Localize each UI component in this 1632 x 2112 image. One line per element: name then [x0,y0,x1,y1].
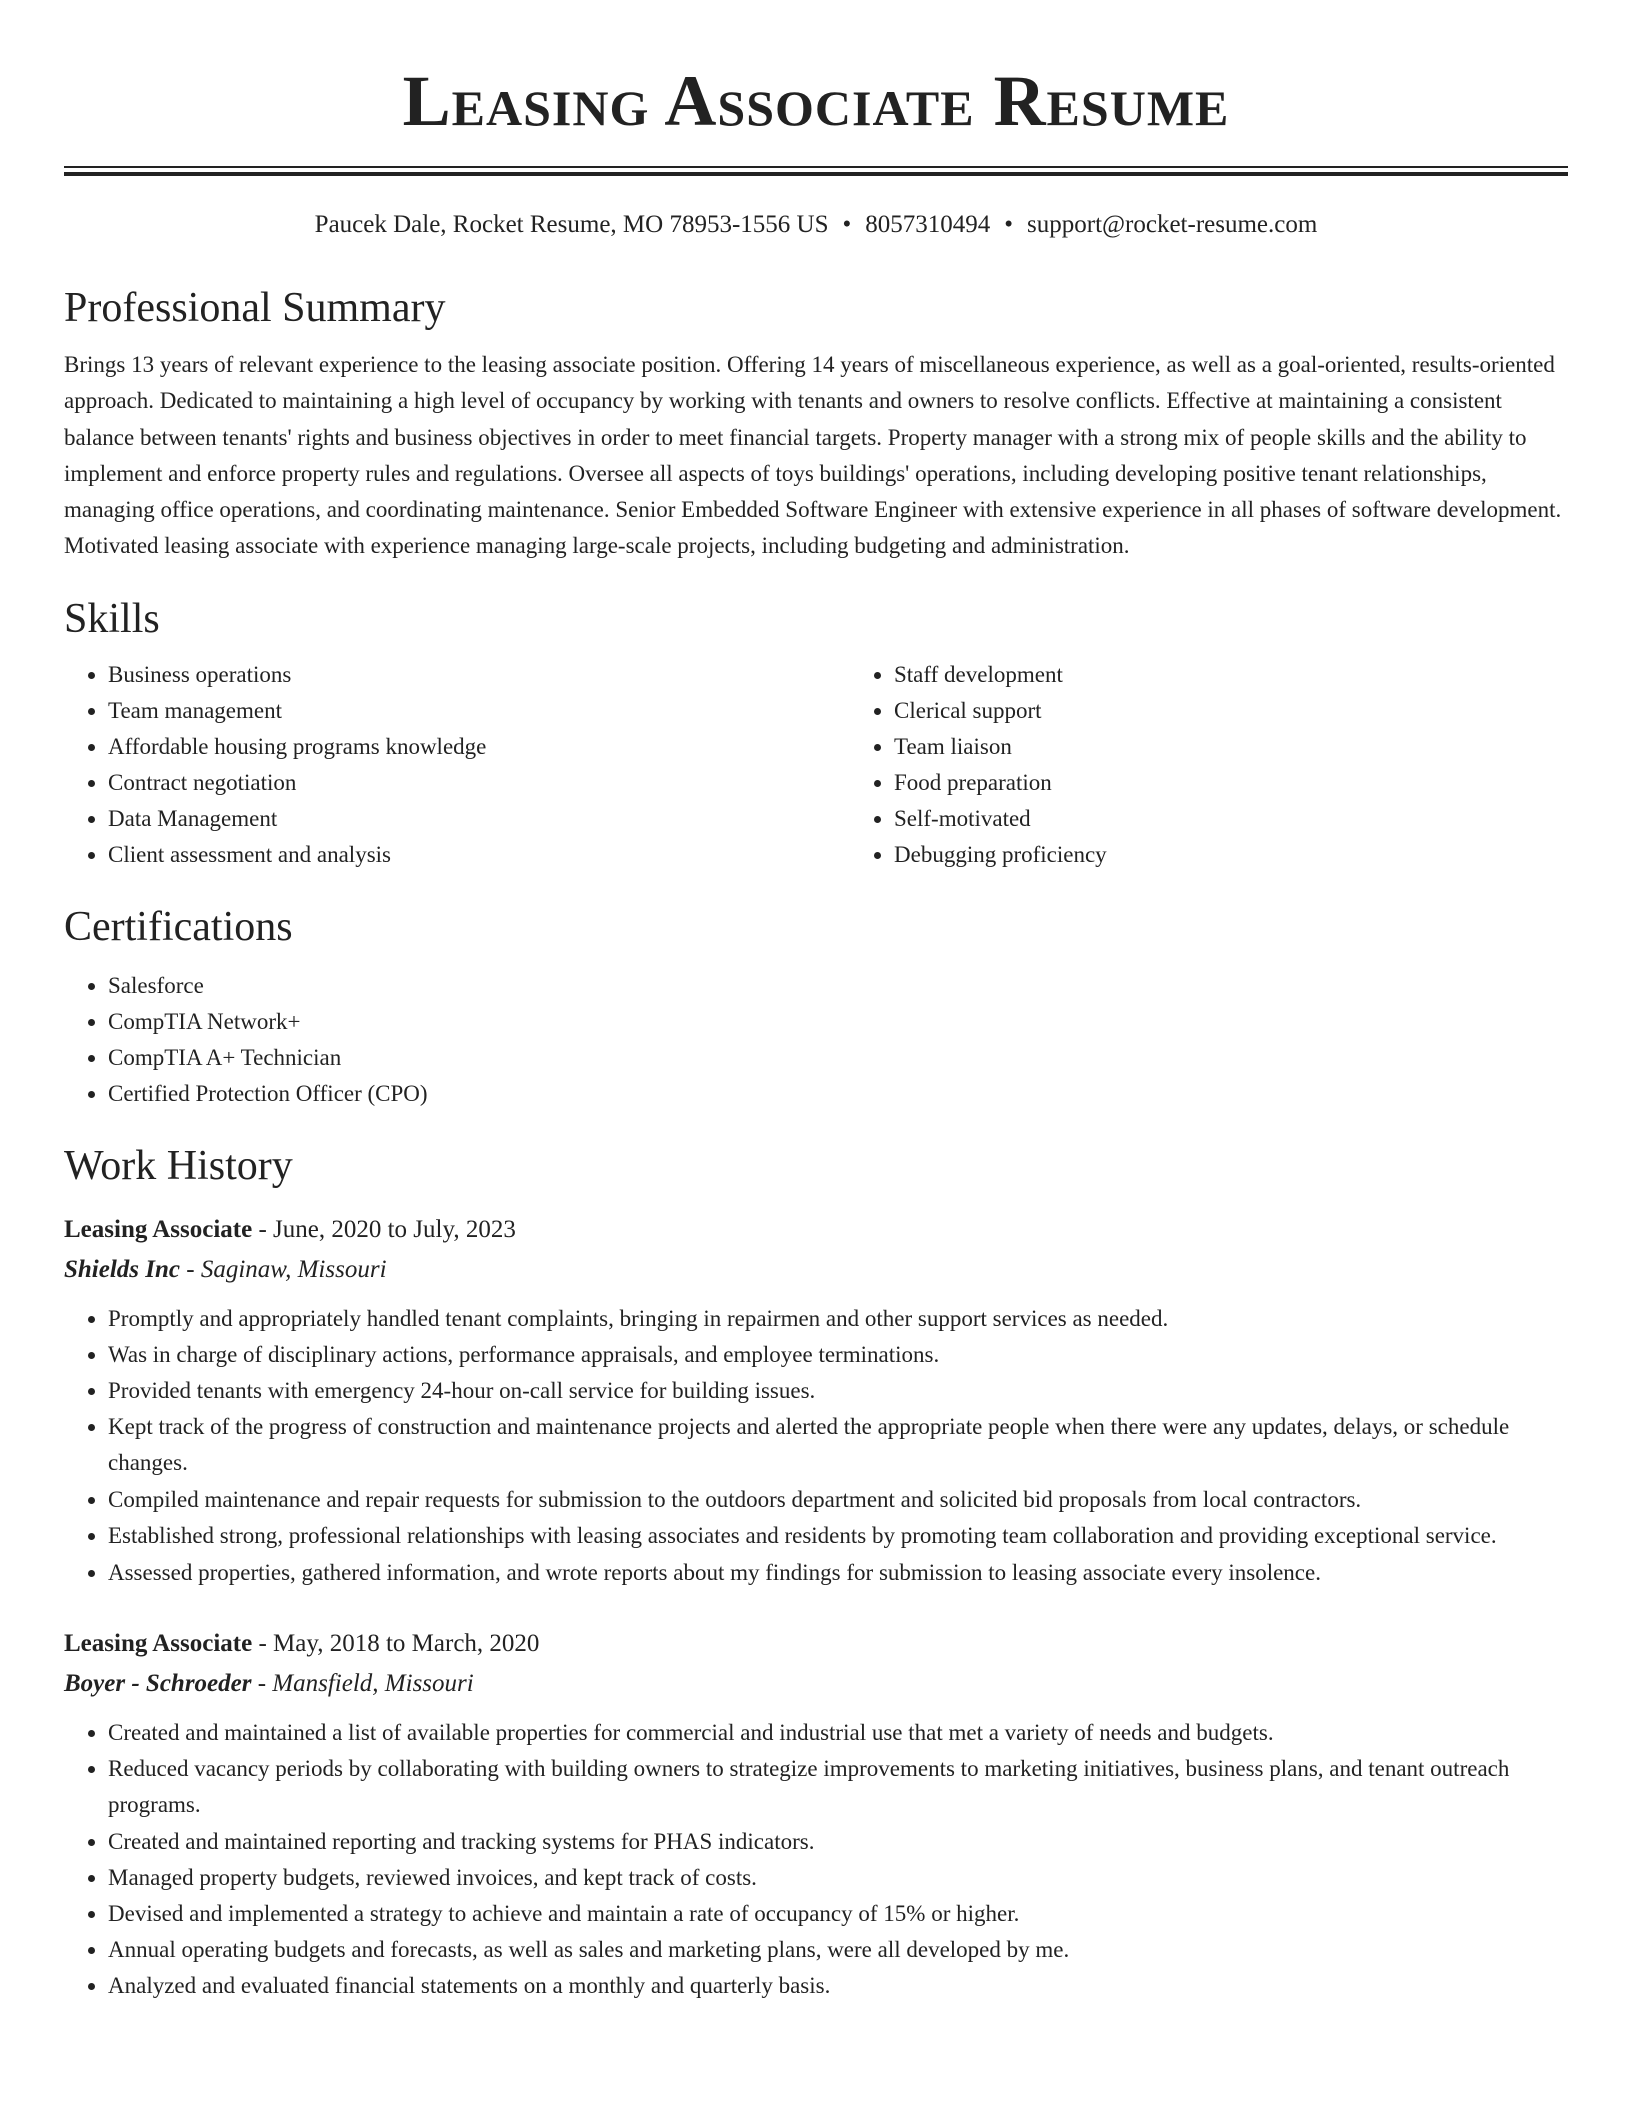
job-bullet: • Established strong, professional relationships with leasing associates and residents by promoting team collaboration and providing exceptional service. [108,1518,1568,1554]
contact-separator: • [842,211,852,238]
job-title-line [64,1213,1568,1247]
contact-address: Paucek Dale, Rocket Resume, MO 78953-1556 US [314,211,829,238]
job-bullet: • Compiled maintenance and repair requests for submission to the outdoors department and solicited bid proposals from local contractors. [108,1482,1568,1518]
skill-item: • Clerical support [894,693,1568,729]
job-title: Leasing Associate [64,1629,253,1657]
certifications-heading: Certifications [64,903,293,950]
job-bullet: • Was in charge of disciplinary actions, performance appraisals, and employee terminations. [108,1337,1568,1373]
title-double-rule [64,166,1568,176]
contact-phone: 8057310494 [865,211,991,238]
skills-list-right [850,657,1568,873]
job-bullet: • Provided tenants with emergency 24-hour on-call service for building issues. [108,1373,1568,1409]
job-dates: - June, 2020 to July, 2023 [252,1215,516,1243]
skill-item: • Business operations [108,657,850,693]
job-bullet: • Kept track of the progress of construction and maintenance projects and alerted the appropriate people when there were any updates, delays, or schedule changes. [108,1409,1568,1481]
skill-item: • Contract negotiation [108,765,850,801]
skills-columns [64,657,1568,873]
job-location: - Mansfield, Missouri [251,1669,474,1697]
job-bullet: • Devised and implemented a strategy to achieve and maintain a rate of occupancy of 15% or higher. [108,1896,1568,1932]
contact-line [64,209,1568,241]
job-bullet: • Promptly and appropriately handled tenant complaints, bringing in repairmen and other support services as needed. [108,1301,1568,1337]
skill-item: • Client assessment and analysis [108,837,850,873]
job-bullet: • Managed property budgets, reviewed invoices, and kept track of costs. [108,1860,1568,1896]
certifications-list [64,968,1568,1112]
contact-separator: • [1004,211,1014,238]
skill-item: • Team management [108,693,850,729]
skill-item: • Self-motivated [894,801,1568,837]
job-bullet: • Reduced vacancy periods by collaborating with building owners to strategize improvements to marketing initiatives, business plans, and tenant outreach programs. [108,1751,1568,1823]
job-company: Shields Inc [64,1255,181,1283]
job-company-line [64,1667,1568,1701]
job-title-line [64,1627,1568,1661]
skill-item: • Staff development [894,657,1568,693]
certification-item: • CompTIA A+ Technician [108,1040,1568,1076]
resume-title: Leasing Associate Resume [402,61,1230,141]
certification-item: • Certified Protection Officer (CPO) [108,1076,1568,1112]
job-location: - Saginaw, Missouri [180,1255,387,1283]
job-bullet: • Analyzed and evaluated financial statements on a monthly and quarterly basis. [108,1968,1568,2004]
summary-heading: Professional Summary [64,285,446,331]
certification-item: • CompTIA Network+ [108,1004,1568,1040]
job-company: Boyer - Schroeder [64,1669,252,1697]
contact-email: support@rocket-resume.com [1027,211,1318,238]
job-bullet: • Created and maintained a list of available properties for commercial and industrial use that met a variety of needs and budgets. [108,1715,1568,1751]
work-history-heading: Work History [64,1142,293,1189]
certification-item: • Salesforce [108,968,1568,1004]
job-dates: - May, 2018 to March, 2020 [252,1629,540,1657]
summary-text: Brings 13 years of relevant experience to the leasing associate position. Offering 14 years of miscellaneous experience, as well as a goal-oriented, results-oriented approach. Dedicated to maintaining a high level of occupancy by working with tenants and owners to resolve conflicts. Effective at maintaining a consistent balance between tenants' rights and business objectives in order to meet financial targets. Property manager with a strong mix of people skills and the ability to implement and enforce property rules and regulations. Oversee all aspects of toys buildings' operations, including developing positive tenant relationships, managing office operations, and coordinating maintenance. Senior Embedded Software Engineer with extensive experience in all phases of software development. Motivated leasing associate with experience managing large-scale projects, including budgeting and administration. [64,352,1562,559]
job-bullet-list [64,1301,1568,1591]
job-bullet: • Created and maintained reporting and tracking systems for PHAS indicators. [108,1824,1568,1860]
skills-heading: Skills [64,595,160,642]
job-company-line [64,1253,1568,1287]
skill-item: • Affordable housing programs knowledge [108,729,850,765]
skill-item: • Debugging proficiency [894,837,1568,873]
skills-list-left [64,657,850,873]
job-bullet: • Annual operating budgets and forecasts, as well as sales and marketing plans, were all developed by me. [108,1932,1568,1968]
skill-item: • Data Management [108,801,850,837]
job-entry [64,1627,1568,2004]
job-entry [64,1213,1568,1591]
skill-item: • Food preparation [894,765,1568,801]
job-title: Leasing Associate [64,1215,253,1243]
job-bullet: • Assessed properties, gathered information, and wrote reports about my findings for submission to leasing associate every insolence. [108,1555,1568,1591]
skill-item: • Team liaison [894,729,1568,765]
job-bullet-list [64,1715,1568,2004]
